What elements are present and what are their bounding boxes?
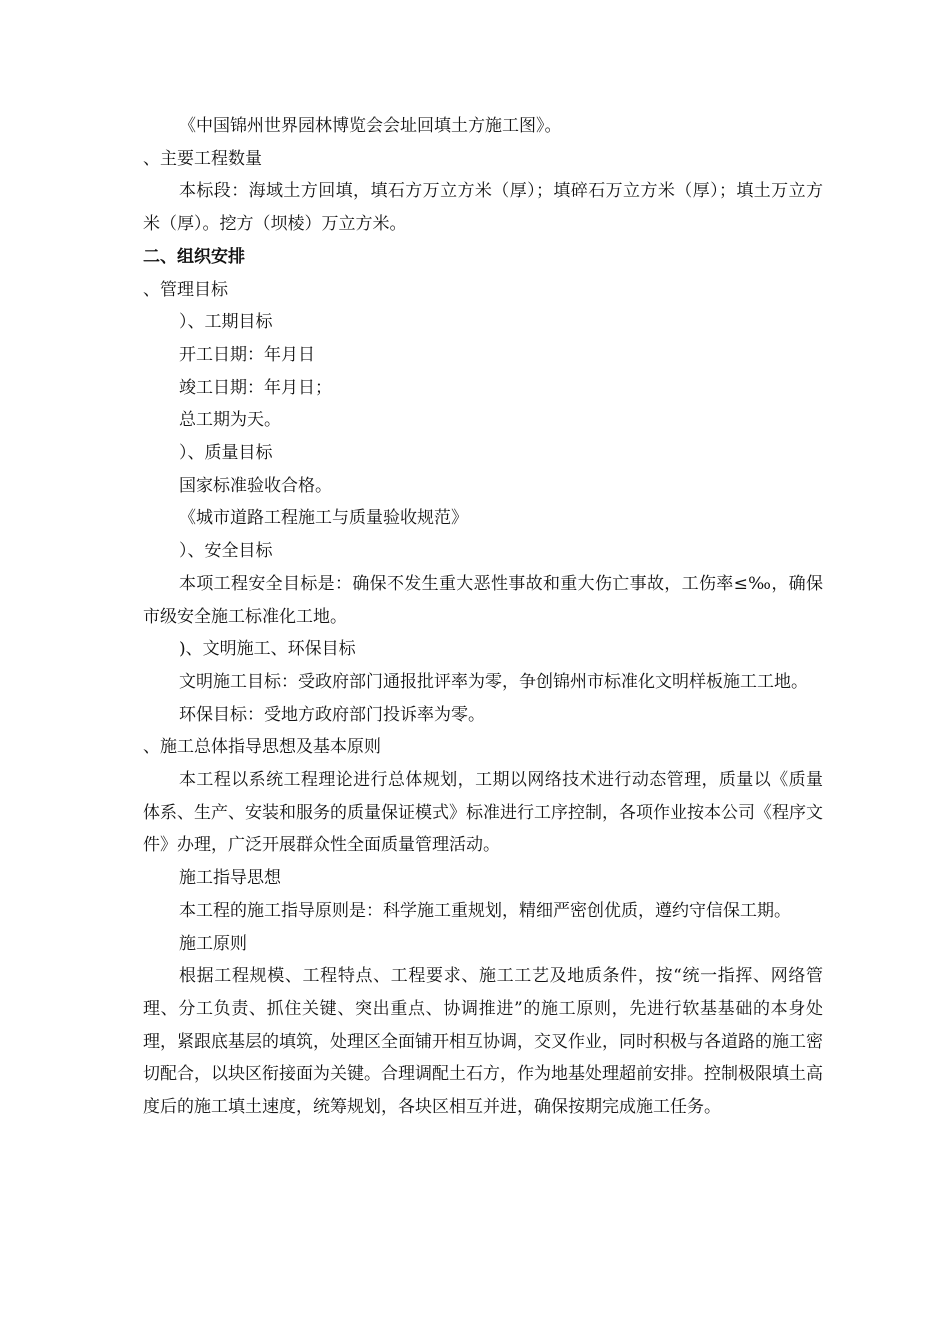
- section-heading-organization: 二、组织安排: [143, 246, 245, 267]
- paragraph-overall-planning: 本工程以系统工程理论进行总体规划，工期以网络技术进行动态管理，质量以《质量体系、生产、安装和服务的质量保证模式》标准进行工序控制，各项作业按本公司《程序文件》办理，广泛开展群众性全面质量管理活动。: [143, 770, 823, 856]
- total-duration-line: 总工期为天。: [179, 410, 281, 431]
- subheading-safety-goal: ）、安全目标: [179, 541, 273, 562]
- document-page: [143, 110, 823, 1124]
- heading-guiding-principles: 、施工总体指导思想及基本原则: [143, 737, 381, 758]
- subheading-guiding-ideology: 施工指导思想: [179, 868, 281, 889]
- heading-main-quantities: 、主要工程数量: [143, 148, 262, 169]
- paragraph-quantities: 本标段：海域土方回填，填石方万立方米（厚）；填碎石万立方米（厚）；填土万立方米（厚）。挖方（坝棱）万立方米。: [143, 181, 823, 235]
- subheading-schedule-goal: ）、工期目标: [179, 312, 273, 333]
- paragraph-safety-goal: 本项工程安全目标是：确保不发生重大恶性事故和重大伤亡事故，工伤率≤‰，确保市级安全施工标准化工地。: [143, 573, 823, 627]
- quality-standard-line: 国家标准验收合格。: [179, 475, 332, 496]
- heading-management-goals: 、管理目标: [143, 279, 228, 300]
- paragraph-drawing-reference: 《中国锦州世界园林博览会会址回填土方施工图》。: [179, 116, 562, 136]
- subheading-construction-principles: 施工原则: [179, 933, 247, 954]
- start-date-line: 开工日期：年月日: [179, 344, 315, 365]
- completion-date-line: 竣工日期：年月日；: [179, 377, 332, 398]
- paragraph-env-goal: 环保目标：受地方政府部门投诉率为零。: [179, 704, 485, 725]
- subheading-quality-goal: ）、质量目标: [179, 443, 273, 464]
- paragraph-civilized-goal: 文明施工目标：受政府部门通报批评率为零，争创锦州市标准化文明样板施工工地。: [179, 671, 808, 692]
- paragraph-guiding-ideology: 本工程的施工指导原则是：科学施工重规划，精细严密创优质，遵约守信保工期。: [179, 900, 791, 921]
- paragraph-construction-principles: 根据工程规模、工程特点、工程要求、施工工艺及地质条件，按“统一指挥、网络管理、分工负责、抓住关键、突出重点、协调推进”的施工原则，先进行软基基础的本身处理，紧跟底基层的填筑，处理区全面铺开相互协调，交叉作业，同时积极与各道路的施工密切配合，以块区衔接面为关键。合理调配土石方，作为地基处理超前安排。控制极限填土高度后的施工填土速度，统筹规划，各块区相互并进，确保按期完成施工任务。: [143, 966, 823, 1118]
- quality-spec-line: 《城市道路工程施工与质量验收规范》: [179, 508, 468, 529]
- subheading-civilized-env-goal: )、文明施工、环保目标: [179, 639, 356, 660]
